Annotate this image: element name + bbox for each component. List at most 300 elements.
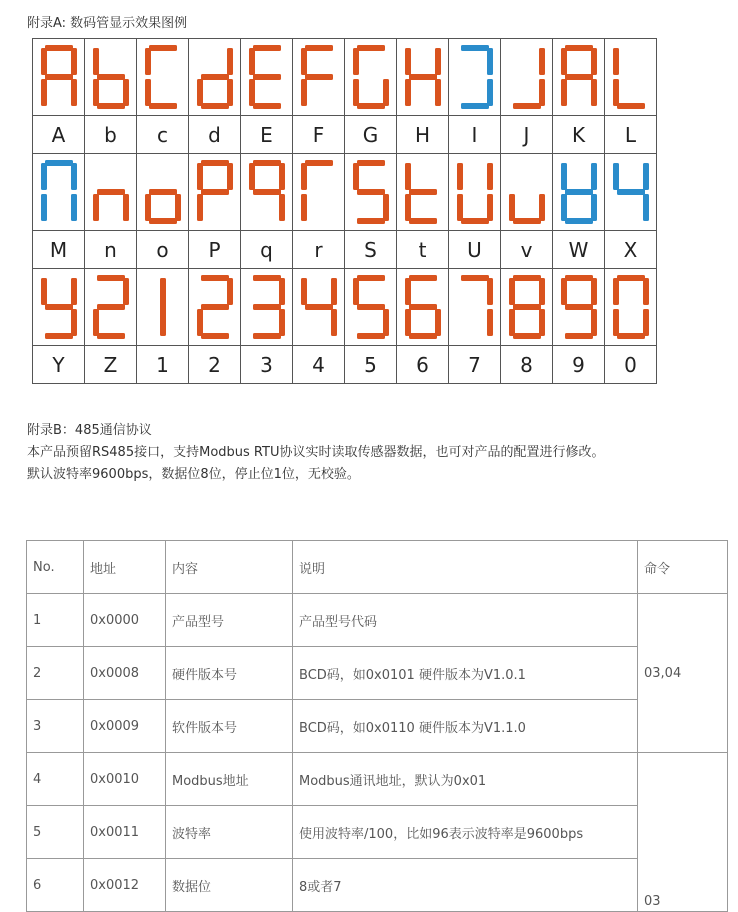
segment xyxy=(97,333,125,339)
segment xyxy=(383,194,389,221)
segment xyxy=(149,189,177,195)
glyph-cell xyxy=(137,269,189,346)
segment xyxy=(565,304,593,310)
glyph-cell xyxy=(85,154,137,231)
cell-no: 6 xyxy=(27,859,84,912)
seven-segment-glyph xyxy=(457,45,493,109)
glyph-label: Y xyxy=(33,346,85,384)
glyph-cell xyxy=(85,39,137,116)
segment xyxy=(253,103,281,109)
segment xyxy=(160,278,166,336)
segment xyxy=(197,194,203,221)
segment xyxy=(539,194,545,221)
segment xyxy=(41,79,47,106)
segment xyxy=(561,48,567,75)
glyph-label: 6 xyxy=(397,346,449,384)
segment xyxy=(457,194,463,221)
glyph-label: q xyxy=(241,231,293,269)
table-row xyxy=(27,700,728,753)
segment xyxy=(613,163,619,190)
segment xyxy=(301,48,307,75)
segment xyxy=(41,48,47,75)
seven-segment-glyph xyxy=(41,45,77,109)
cell-content: 产品型号 xyxy=(166,594,293,647)
glyph-cell xyxy=(553,39,605,116)
segment xyxy=(565,218,593,224)
glyph-cell xyxy=(85,269,137,346)
seven-segment-glyph xyxy=(301,275,337,339)
segment xyxy=(253,275,281,281)
segment xyxy=(513,333,541,339)
glyph-row xyxy=(33,154,657,231)
segment xyxy=(305,45,333,51)
segment xyxy=(249,163,255,190)
glyph-cell xyxy=(345,269,397,346)
segment xyxy=(123,79,129,106)
glyph-label: H xyxy=(397,116,449,154)
segment xyxy=(227,163,233,190)
segment xyxy=(201,333,229,339)
segment xyxy=(509,194,515,221)
segment xyxy=(643,309,649,336)
segment xyxy=(227,278,233,305)
cell-content: 硬件版本号 xyxy=(166,647,293,700)
seven-segment-glyph xyxy=(613,45,649,109)
segment xyxy=(353,163,359,190)
segment xyxy=(97,304,125,310)
cell-command-group2: 03 xyxy=(638,753,728,912)
segment xyxy=(409,218,437,224)
segment xyxy=(279,163,285,190)
segment xyxy=(145,79,151,106)
segment xyxy=(613,79,619,106)
segment xyxy=(591,278,597,305)
segment xyxy=(71,194,77,221)
segment xyxy=(487,79,493,106)
register-table-header xyxy=(27,541,728,594)
glyph-label: K xyxy=(553,116,605,154)
segment xyxy=(617,189,645,195)
segment xyxy=(643,194,649,221)
segment xyxy=(405,163,411,190)
cell-no: 3 xyxy=(27,700,84,753)
cell-description: Modbus通讯地址，默认为0x01 xyxy=(293,753,638,806)
seven-segment-glyph xyxy=(197,45,233,109)
glyph-label: X xyxy=(605,231,657,269)
segment xyxy=(71,48,77,75)
cell-address: 0x0010 xyxy=(84,753,166,806)
segment xyxy=(617,103,645,109)
segment xyxy=(509,278,515,305)
segment xyxy=(227,48,233,75)
cell-no: 4 xyxy=(27,753,84,806)
seven-segment-glyph xyxy=(405,160,441,224)
segment xyxy=(561,163,567,190)
segment xyxy=(71,309,77,336)
segment xyxy=(461,45,489,51)
glyph-label: r xyxy=(293,231,345,269)
header-address: 地址 xyxy=(84,541,166,594)
segment xyxy=(279,194,285,221)
glyph-cell xyxy=(553,154,605,231)
segment xyxy=(513,218,541,224)
header-description: 说明 xyxy=(293,541,638,594)
segment xyxy=(353,79,359,106)
table-row xyxy=(27,753,728,806)
segment xyxy=(357,333,385,339)
segment xyxy=(461,275,489,281)
segment xyxy=(561,194,567,221)
header-no: No. xyxy=(27,541,84,594)
segment xyxy=(643,278,649,305)
seven-segment-glyph xyxy=(197,160,233,224)
glyph-cell xyxy=(345,39,397,116)
segment xyxy=(357,304,385,310)
segment xyxy=(405,79,411,106)
segment xyxy=(357,160,385,166)
glyph-cell xyxy=(553,269,605,346)
segment xyxy=(253,45,281,51)
segment xyxy=(643,163,649,190)
segment xyxy=(71,79,77,106)
segment xyxy=(539,48,545,75)
segment xyxy=(565,333,593,339)
segment xyxy=(487,48,493,75)
segment xyxy=(97,74,125,80)
glyph-cell xyxy=(189,154,241,231)
cell-address: 0x0012 xyxy=(84,859,166,912)
segment xyxy=(253,74,281,80)
glyph-cell xyxy=(33,269,85,346)
table-row xyxy=(27,594,728,647)
segment xyxy=(357,103,385,109)
seven-segment-glyph xyxy=(561,160,597,224)
segment xyxy=(591,309,597,336)
cell-description: 产品型号代码 xyxy=(293,594,638,647)
segment xyxy=(145,48,151,75)
segment xyxy=(253,304,281,310)
segment xyxy=(279,309,285,336)
glyph-row xyxy=(33,269,657,346)
glyph-label: I xyxy=(449,116,501,154)
segment xyxy=(591,194,597,221)
segment xyxy=(487,163,493,190)
segment xyxy=(123,194,129,221)
seven-segment-glyph xyxy=(301,45,337,109)
segment xyxy=(305,160,333,166)
glyph-label: J xyxy=(501,116,553,154)
seven-segment-glyph xyxy=(249,45,285,109)
glyph-cell xyxy=(137,154,189,231)
segment xyxy=(253,189,281,195)
glyph-cell xyxy=(241,154,293,231)
cell-address: 0x0011 xyxy=(84,806,166,859)
segment xyxy=(175,194,181,221)
glyph-cell xyxy=(293,154,345,231)
seven-segment-glyph xyxy=(41,160,77,224)
glyph-cell xyxy=(605,39,657,116)
segment xyxy=(45,160,73,166)
seven-segment-glyph xyxy=(145,160,181,224)
segment xyxy=(357,189,385,195)
seven-segment-glyph xyxy=(509,275,545,339)
segment xyxy=(71,278,77,305)
glyph-cell xyxy=(449,269,501,346)
segment xyxy=(201,74,229,80)
segment xyxy=(149,218,177,224)
cell-content: 数据位 xyxy=(166,859,293,912)
seven-segment-glyph xyxy=(613,275,649,339)
cell-no: 1 xyxy=(27,594,84,647)
segment xyxy=(613,278,619,305)
segment xyxy=(513,304,541,310)
seven-segment-glyph xyxy=(197,275,233,339)
segment xyxy=(45,74,73,80)
glyph-label: 5 xyxy=(345,346,397,384)
glyph-cell xyxy=(501,269,553,346)
segment xyxy=(93,79,99,106)
glyph-label: F xyxy=(293,116,345,154)
glyph-label: G xyxy=(345,116,397,154)
seven-segment-glyph xyxy=(249,160,285,224)
segment xyxy=(331,309,337,336)
glyph-label: d xyxy=(189,116,241,154)
segment xyxy=(461,218,489,224)
segment xyxy=(301,278,307,305)
seven-segment-glyph xyxy=(93,275,129,339)
segment xyxy=(487,194,493,221)
glyph-label: S xyxy=(345,231,397,269)
segment xyxy=(435,48,441,75)
segment xyxy=(45,45,73,51)
cell-description: BCD码，如0x0101 硬件版本为V1.0.1 xyxy=(293,647,638,700)
glyph-cell xyxy=(605,154,657,231)
segment xyxy=(353,48,359,75)
segment xyxy=(409,304,437,310)
segment xyxy=(197,163,203,190)
segment xyxy=(93,194,99,221)
table-row xyxy=(27,806,728,859)
segment xyxy=(461,103,489,109)
table-row xyxy=(27,859,728,912)
glyph-cell xyxy=(449,154,501,231)
segment xyxy=(301,194,307,221)
glyph-label: 2 xyxy=(189,346,241,384)
segment xyxy=(565,45,593,51)
cell-content: 软件版本号 xyxy=(166,700,293,753)
glyph-label: W xyxy=(553,231,605,269)
glyph-label: Z xyxy=(85,346,137,384)
glyph-cell xyxy=(449,39,501,116)
glyph-label: b xyxy=(85,116,137,154)
seven-segment-glyph xyxy=(41,275,77,339)
segment xyxy=(149,103,177,109)
seven-segment-glyph xyxy=(561,45,597,109)
segment xyxy=(405,194,411,221)
glyph-label: o xyxy=(137,231,189,269)
glyph-cell xyxy=(501,39,553,116)
segment xyxy=(201,189,229,195)
segment xyxy=(71,163,77,190)
seven-segment-glyph xyxy=(353,275,389,339)
glyph-cell xyxy=(345,154,397,231)
segment xyxy=(93,309,99,336)
glyph-label: v xyxy=(501,231,553,269)
segment xyxy=(41,278,47,305)
seven-segment-glyph xyxy=(509,45,545,109)
segment xyxy=(513,103,541,109)
segment xyxy=(539,309,545,336)
seven-segment-glyph xyxy=(93,160,129,224)
glyph-cell xyxy=(189,269,241,346)
cell-description: 8或者7 xyxy=(293,859,638,912)
label-row xyxy=(33,116,657,154)
glyph-cell xyxy=(397,39,449,116)
segment xyxy=(613,48,619,75)
segment xyxy=(435,79,441,106)
segment xyxy=(591,48,597,75)
seven-segment-glyph xyxy=(353,45,389,109)
segment xyxy=(513,275,541,281)
segment xyxy=(383,79,389,106)
glyph-label: M xyxy=(33,231,85,269)
segment xyxy=(45,304,73,310)
segment xyxy=(409,189,437,195)
cell-no: 5 xyxy=(27,806,84,859)
seven-segment-glyph xyxy=(145,45,181,109)
segment xyxy=(617,333,645,339)
glyph-cell xyxy=(189,39,241,116)
glyph-label: 3 xyxy=(241,346,293,384)
segment xyxy=(457,163,463,190)
glyph-label: A xyxy=(33,116,85,154)
segment xyxy=(487,278,493,305)
glyph-label: 4 xyxy=(293,346,345,384)
seven-segment-glyph xyxy=(405,275,441,339)
segment xyxy=(145,194,151,221)
appendix-a-title: 附录A: 数码管显示效果图例 xyxy=(27,16,188,31)
cell-address: 0x0000 xyxy=(84,594,166,647)
glyph-cell xyxy=(33,154,85,231)
segment xyxy=(197,79,203,106)
segment xyxy=(539,278,545,305)
cell-address: 0x0009 xyxy=(84,700,166,753)
segment xyxy=(41,194,47,221)
seven-segment-glyph xyxy=(561,275,597,339)
seven-segment-glyph xyxy=(93,45,129,109)
segment xyxy=(249,79,255,106)
segment xyxy=(565,189,593,195)
glyph-cell xyxy=(501,154,553,231)
glyph-cell xyxy=(605,269,657,346)
segment xyxy=(405,309,411,336)
seven-segment-glyph xyxy=(353,160,389,224)
segment xyxy=(561,278,567,305)
seven-segment-glyph xyxy=(405,45,441,109)
segment xyxy=(305,304,333,310)
header-content: 内容 xyxy=(166,541,293,594)
segment xyxy=(357,45,385,51)
label-row xyxy=(33,231,657,269)
segment xyxy=(357,218,385,224)
segment xyxy=(97,189,125,195)
segment xyxy=(41,163,47,190)
appendix-b-line2: 默认波特率9600bps，数据位8位，停止位1位，无校验。 xyxy=(27,467,360,482)
seven-segment-chart xyxy=(32,38,657,384)
seven-segment-glyph xyxy=(509,160,545,224)
seven-segment-glyph xyxy=(145,275,181,339)
segment xyxy=(565,74,593,80)
segment xyxy=(613,309,619,336)
segment xyxy=(405,278,411,305)
glyph-label: 1 xyxy=(137,346,189,384)
seven-segment-glyph xyxy=(457,160,493,224)
segment xyxy=(509,309,515,336)
glyph-row xyxy=(33,39,657,116)
glyph-label: n xyxy=(85,231,137,269)
segment xyxy=(197,309,203,336)
glyph-cell xyxy=(241,39,293,116)
glyph-label: 8 xyxy=(501,346,553,384)
segment xyxy=(253,160,281,166)
glyph-label: 7 xyxy=(449,346,501,384)
segment xyxy=(331,278,337,305)
segment xyxy=(357,275,385,281)
segment xyxy=(201,275,229,281)
cell-description: 使用波特率/100，比如96表示波特率是9600bps xyxy=(293,806,638,859)
segment xyxy=(591,79,597,106)
segment xyxy=(561,79,567,106)
segment xyxy=(617,275,645,281)
glyph-cell xyxy=(137,39,189,116)
segment xyxy=(305,74,333,80)
seven-segment-glyph xyxy=(457,275,493,339)
glyph-label: L xyxy=(605,116,657,154)
cell-content: Modbus地址 xyxy=(166,753,293,806)
cell-description: BCD码，如0x0110 硬件版本为V1.1.0 xyxy=(293,700,638,753)
segment xyxy=(249,48,255,75)
cell-command-group1: 03,04 xyxy=(638,594,728,753)
segment xyxy=(487,309,493,336)
cell-content: 波特率 xyxy=(166,806,293,859)
segment xyxy=(353,278,359,305)
segment xyxy=(149,45,177,51)
seven-segment-glyph xyxy=(613,160,649,224)
glyph-label: 0 xyxy=(605,346,657,384)
glyph-label: t xyxy=(397,231,449,269)
glyph-cell xyxy=(33,39,85,116)
segment xyxy=(539,79,545,106)
segment xyxy=(383,309,389,336)
appendix-b-line1: 本产品预留RS485接口，支持Modbus RTU协议实时读取传感器数据，也可对产品的配置进行修改。 xyxy=(27,445,605,460)
seven-segment-glyph xyxy=(301,160,337,224)
table-row xyxy=(27,647,728,700)
glyph-cell xyxy=(293,269,345,346)
segment xyxy=(97,103,125,109)
register-table xyxy=(26,540,728,912)
appendix-b-title: 附录B：485通信协议 xyxy=(27,423,152,438)
segment xyxy=(279,278,285,305)
segment xyxy=(409,333,437,339)
glyph-cell xyxy=(397,154,449,231)
glyph-label: c xyxy=(137,116,189,154)
appendix-b xyxy=(27,420,604,486)
cell-address: 0x0008 xyxy=(84,647,166,700)
segment xyxy=(591,163,597,190)
segment xyxy=(435,309,441,336)
segment xyxy=(97,275,125,281)
header-command: 命令 xyxy=(638,541,728,594)
